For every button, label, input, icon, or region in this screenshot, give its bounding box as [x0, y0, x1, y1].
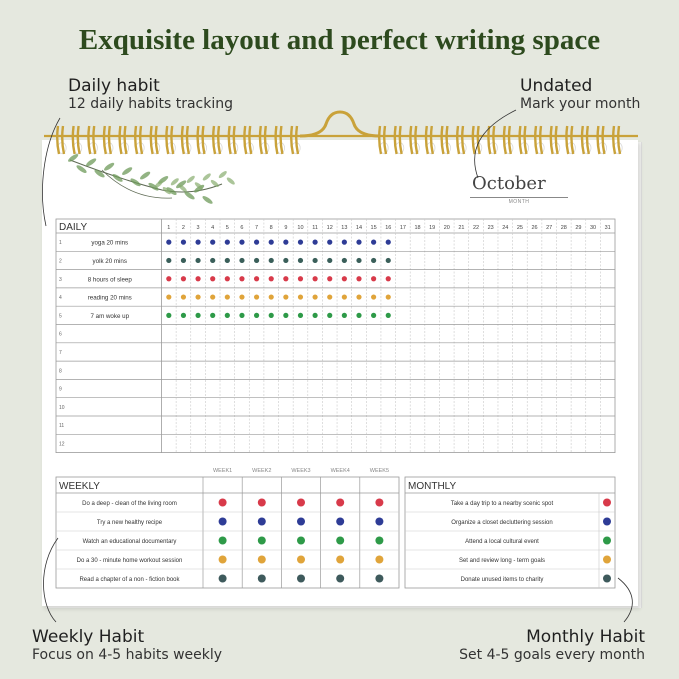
daily-check-dot[interactable]	[371, 313, 376, 318]
week-label: WEEK1	[212, 468, 233, 474]
weekly-check-dot[interactable]	[297, 537, 305, 545]
daily-check-dot[interactable]	[269, 240, 274, 245]
weekly-habit-label[interactable]: Try a new healthy recipe	[96, 519, 163, 526]
monthly-goal-label[interactable]: Take a day trip to a nearby scenic spot	[450, 500, 554, 507]
daily-check-dot[interactable]	[371, 276, 376, 281]
day-number: 26	[531, 225, 538, 231]
daily-check-dot[interactable]	[313, 240, 318, 245]
daily-check-dot[interactable]	[356, 313, 361, 318]
daily-check-dot[interactable]	[356, 258, 361, 263]
daily-table	[56, 219, 615, 453]
monthly-goal-label[interactable]: Organize a closet decluttering session	[451, 519, 553, 526]
daily-check-dot[interactable]	[313, 294, 318, 299]
weekly-check-dot[interactable]	[297, 556, 305, 564]
day-number: 24	[502, 225, 509, 231]
day-number: 30	[589, 225, 597, 231]
weekly-check-dot[interactable]	[297, 499, 305, 507]
daily-check-dot[interactable]	[342, 276, 347, 281]
day-number: 31	[604, 225, 611, 231]
month-name: October	[472, 173, 546, 194]
monthly-check-dot[interactable]	[603, 575, 611, 583]
monthly-heading: MONTHLY	[408, 481, 457, 492]
weekly-check-dot[interactable]	[375, 556, 383, 564]
week-label: WEEK2	[252, 468, 272, 474]
hanger-hook-icon	[300, 112, 380, 136]
daily-check-dot[interactable]	[356, 294, 361, 299]
daily-check-dot[interactable]	[327, 294, 332, 299]
daily-check-dot[interactable]	[298, 313, 303, 318]
daily-check-dot[interactable]	[254, 313, 259, 318]
monthly-callout-subtitle: Set 4-5 goals every month	[459, 647, 645, 663]
day-number: 25	[516, 225, 523, 231]
monthly-check-dot[interactable]	[603, 499, 611, 507]
daily-check-dot[interactable]	[298, 294, 303, 299]
day-number: 9	[284, 225, 288, 231]
monthly-check-dot[interactable]	[603, 518, 611, 526]
daily-habit-label[interactable]: 8 hours of sleep	[87, 276, 132, 284]
fern-leaves-icon	[67, 153, 236, 205]
daily-check-dot[interactable]	[283, 276, 288, 281]
headline: Exquisite layout and perfect writing space	[78, 24, 601, 56]
day-number: 14	[355, 225, 363, 231]
daily-check-dot[interactable]	[225, 276, 230, 281]
day-number: 17	[399, 225, 406, 231]
day-number: 13	[341, 225, 348, 231]
daily-habit-label[interactable]: yoga 20 mins	[91, 239, 129, 247]
daily-check-dot[interactable]	[298, 240, 303, 245]
daily-check-dot[interactable]	[283, 294, 288, 299]
weekly-habit-label[interactable]: Watch an educational documentary	[82, 538, 177, 545]
day-number: 29	[575, 225, 582, 231]
daily-check-dot[interactable]	[225, 240, 230, 245]
weekly-check-dot[interactable]	[258, 556, 266, 564]
daily-habit-label[interactable]: yolk 20 mins	[92, 257, 127, 265]
daily-check-dot[interactable]	[356, 240, 361, 245]
daily-check-dot[interactable]	[181, 258, 186, 263]
daily-check-dot[interactable]	[371, 294, 376, 299]
daily-check-dot[interactable]	[166, 294, 171, 299]
day-number: 10	[297, 225, 304, 231]
monthly-goal-label[interactable]: Donate unused items to charity	[460, 576, 544, 583]
weekly-callout-subtitle: Focus on 4-5 habits weekly	[32, 647, 223, 663]
monthly-habit-callout	[459, 627, 645, 663]
weekly-check-dot[interactable]	[336, 518, 344, 526]
weekly-check-dot[interactable]	[219, 556, 227, 564]
daily-check-dot[interactable]	[239, 258, 244, 263]
day-number: 4	[211, 225, 215, 231]
daily-check-dot[interactable]	[225, 258, 230, 263]
daily-check-dot[interactable]	[239, 294, 244, 299]
daily-check-dot[interactable]	[210, 313, 215, 318]
daily-check-dot[interactable]	[254, 294, 259, 299]
daily-check-dot[interactable]	[195, 276, 200, 281]
daily-check-dot[interactable]	[181, 240, 186, 245]
daily-check-dot[interactable]	[210, 258, 215, 263]
daily-heading: DAILY	[59, 222, 88, 233]
daily-row-number: 5	[59, 313, 62, 320]
day-number: 6	[240, 225, 244, 231]
undated-callout-subtitle: Mark your month	[520, 96, 641, 112]
weekly-heading: WEEKLY	[59, 481, 100, 492]
daily-check-dot[interactable]	[166, 313, 171, 318]
weekly-check-dot[interactable]	[219, 537, 227, 545]
daily-check-dot[interactable]	[269, 294, 274, 299]
daily-habit-label[interactable]: reading 20 mins	[87, 294, 132, 302]
weekly-table	[56, 468, 399, 588]
daily-check-dot[interactable]	[342, 258, 347, 263]
monthly-goal-label[interactable]: Set and review long - term goals	[458, 557, 546, 564]
day-number: 15	[370, 225, 377, 231]
daily-check-dot[interactable]	[386, 276, 391, 281]
weekly-check-dot[interactable]	[297, 518, 305, 526]
day-number: 28	[560, 225, 567, 231]
daily-row-number: 11	[59, 423, 65, 430]
daily-row-number: 8	[59, 368, 62, 375]
weekly-check-dot[interactable]	[258, 518, 266, 526]
weekly-check-dot[interactable]	[219, 575, 227, 583]
daily-row-number: 10	[59, 404, 65, 411]
day-number: 12	[326, 225, 333, 231]
daily-check-dot[interactable]	[225, 294, 230, 299]
undated-callout	[520, 76, 640, 112]
week-label: WEEK5	[369, 468, 390, 474]
daily-check-dot[interactable]	[254, 276, 259, 281]
weekly-habit-label[interactable]: Do a deep - clean of the living room	[82, 500, 177, 507]
weekly-check-dot[interactable]	[258, 575, 266, 583]
daily-check-dot[interactable]	[195, 258, 200, 263]
daily-check-dot[interactable]	[386, 258, 391, 263]
daily-check-dot[interactable]	[210, 276, 215, 281]
daily-row-number: 6	[59, 331, 62, 338]
weekly-check-dot[interactable]	[375, 518, 383, 526]
monthly-goal-label[interactable]: Attend a local cultural event	[465, 538, 539, 545]
day-number: 19	[429, 225, 436, 231]
week-label: WEEK4	[330, 468, 350, 474]
daily-row-number: 1	[59, 240, 62, 247]
daily-check-dot[interactable]	[342, 313, 347, 318]
daily-check-dot[interactable]	[327, 258, 332, 263]
daily-row-number: 7	[59, 349, 62, 356]
daily-check-dot[interactable]	[386, 240, 391, 245]
weekly-check-dot[interactable]	[297, 575, 305, 583]
daily-row-number: 12	[59, 441, 65, 448]
daily-check-dot[interactable]	[283, 240, 288, 245]
daily-check-dot[interactable]	[327, 313, 332, 318]
day-number: 23	[487, 225, 494, 231]
weekly-check-dot[interactable]	[336, 537, 344, 545]
day-number: 22	[472, 225, 480, 231]
daily-check-dot[interactable]	[166, 240, 171, 245]
weekly-habit-label[interactable]: Read a chapter of a non - fiction book	[79, 576, 180, 583]
daily-callout-subtitle: 12 daily habits tracking	[68, 96, 233, 112]
weekly-check-dot[interactable]	[336, 556, 344, 564]
monthly-callout-title: Monthly Habit	[526, 627, 645, 647]
daily-check-dot[interactable]	[269, 313, 274, 318]
daily-row-number: 9	[59, 386, 62, 393]
daily-check-dot[interactable]	[298, 258, 303, 263]
daily-check-dot[interactable]	[239, 313, 244, 318]
daily-habit-callout	[68, 76, 233, 112]
monthly-check-dot[interactable]	[603, 556, 611, 564]
week-label: WEEK3	[291, 468, 311, 474]
month-caption: MONTH	[508, 199, 530, 205]
day-number: 5	[225, 225, 229, 231]
weekly-habit-callout	[32, 627, 222, 663]
daily-check-dot[interactable]	[269, 258, 274, 263]
day-number: 18	[414, 225, 421, 231]
daily-check-dot[interactable]	[371, 258, 376, 263]
monthly-check-dot[interactable]	[603, 537, 611, 545]
month-underline	[470, 197, 568, 198]
daily-check-dot[interactable]	[342, 240, 347, 245]
daily-check-dot[interactable]	[239, 240, 244, 245]
day-number: 2	[181, 225, 185, 231]
undated-callout-title: Undated	[520, 76, 593, 96]
planner-sheet	[42, 140, 638, 606]
day-number: 20	[443, 225, 450, 231]
day-number: 16	[385, 225, 392, 231]
day-number: 3	[196, 225, 200, 231]
daily-row-number: 2	[59, 258, 62, 265]
daily-habit-label[interactable]: 7 am woke up	[90, 312, 130, 320]
daily-check-dot[interactable]	[298, 276, 303, 281]
weekly-check-dot[interactable]	[375, 537, 383, 545]
day-number: 1	[167, 225, 171, 231]
daily-check-dot[interactable]	[269, 276, 274, 281]
daily-check-dot[interactable]	[225, 313, 230, 318]
daily-check-dot[interactable]	[386, 313, 391, 318]
day-number: 11	[312, 225, 318, 231]
weekly-habit-label[interactable]: Do a 30 - minute home workout session	[76, 557, 183, 564]
weekly-check-dot[interactable]	[219, 499, 227, 507]
daily-check-dot[interactable]	[327, 240, 332, 245]
weekly-check-dot[interactable]	[375, 499, 383, 507]
daily-check-dot[interactable]	[327, 276, 332, 281]
daily-check-dot[interactable]	[210, 294, 215, 299]
weekly-check-dot[interactable]	[336, 499, 344, 507]
weekly-check-dot[interactable]	[258, 499, 266, 507]
daily-check-dot[interactable]	[166, 258, 171, 263]
daily-check-dot[interactable]	[283, 258, 288, 263]
daily-check-dot[interactable]	[313, 276, 318, 281]
daily-check-dot[interactable]	[313, 313, 318, 318]
weekly-check-dot[interactable]	[258, 537, 266, 545]
daily-check-dot[interactable]	[356, 276, 361, 281]
daily-check-dot[interactable]	[195, 240, 200, 245]
daily-check-dot[interactable]	[195, 294, 200, 299]
daily-check-dot[interactable]	[195, 313, 200, 318]
daily-check-dot[interactable]	[210, 240, 215, 245]
weekly-check-dot[interactable]	[219, 518, 227, 526]
day-number: 8	[269, 225, 273, 231]
daily-check-dot[interactable]	[181, 276, 186, 281]
weekly-callout-title: Weekly Habit	[32, 627, 145, 647]
day-number: 21	[458, 225, 465, 231]
daily-check-dot[interactable]	[313, 258, 318, 263]
month-field[interactable]	[470, 173, 568, 205]
daily-check-dot[interactable]	[239, 276, 244, 281]
daily-check-dot[interactable]	[254, 258, 259, 263]
daily-check-dot[interactable]	[283, 313, 288, 318]
daily-row-number: 4	[59, 295, 62, 302]
daily-check-dot[interactable]	[166, 276, 171, 281]
day-number: 27	[546, 225, 553, 231]
daily-check-dot[interactable]	[181, 313, 186, 318]
daily-callout-title: Daily habit	[68, 76, 160, 96]
daily-check-dot[interactable]	[342, 294, 347, 299]
weekly-check-dot[interactable]	[336, 575, 344, 583]
planner-grid	[42, 140, 638, 606]
daily-check-dot[interactable]	[181, 294, 186, 299]
daily-check-dot[interactable]	[254, 240, 259, 245]
monthly-table	[405, 477, 615, 588]
weekly-check-dot[interactable]	[375, 575, 383, 583]
daily-row-number: 3	[59, 276, 62, 283]
daily-check-dot[interactable]	[371, 240, 376, 245]
daily-check-dot[interactable]	[386, 294, 391, 299]
day-number: 7	[255, 225, 259, 231]
